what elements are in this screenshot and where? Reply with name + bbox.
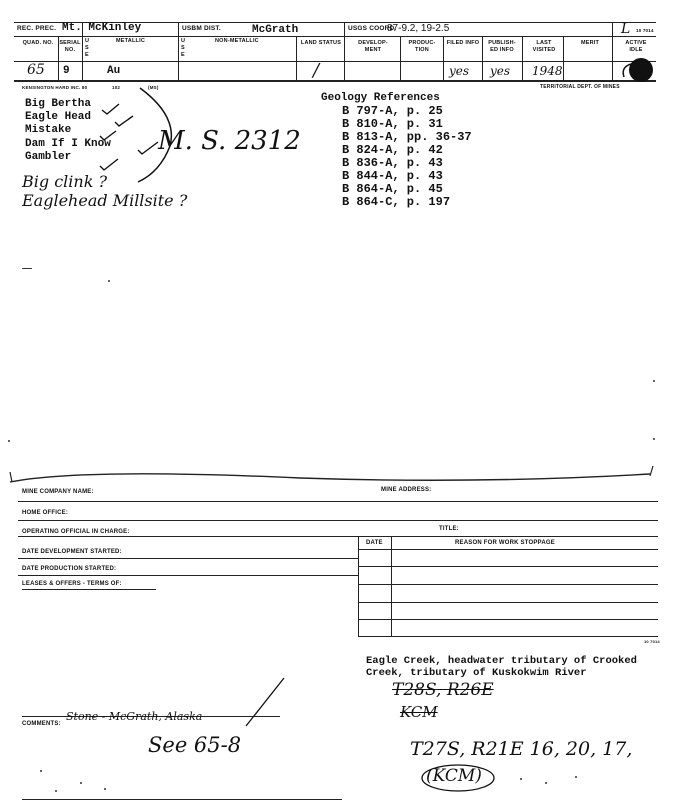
geology-ref: B 810-A, p. 31 (342, 117, 443, 131)
mine-company-label: MINE COMPANY NAME: (22, 489, 94, 495)
col-e-2: E (181, 52, 185, 58)
hand-note-2: Eaglehead Millsite ? (22, 191, 188, 210)
mineral-survey-note: M. S. 2312 (158, 126, 301, 156)
col-s-2: S (181, 45, 185, 51)
rec-prec-value: Mt. McKinley (62, 22, 142, 34)
kcm-crossed: KCM (400, 703, 438, 721)
comment-slash (240, 672, 300, 732)
home-office-label: HOME OFFICE: (22, 510, 69, 516)
stoppage-row (358, 566, 658, 567)
usbm-value: McGrath (252, 24, 299, 36)
prod-started-label: DATE PRODUCTION STARTED: (22, 566, 117, 572)
form-rule (18, 575, 358, 576)
visited-divider (563, 36, 564, 80)
serial-value: 9 (63, 65, 70, 77)
develop-label: DEVELOP- MENT (358, 40, 388, 53)
geology-ref: B 836-A, p. 43 (342, 156, 443, 170)
develop-divider (400, 36, 401, 80)
col-e: E (85, 52, 89, 58)
form-number: 10 7014 (636, 28, 654, 33)
filed-label: FILED INFO (446, 40, 480, 46)
reason-column-label: REASON FOR WORK STOPPAGE (455, 540, 555, 546)
speck (8, 440, 10, 442)
crossed-township: T28S, R26E (392, 680, 494, 700)
production-divider (443, 36, 444, 80)
usbm-label: USBM DIST. (182, 25, 221, 32)
operating-official-label: OPERATING OFFICIAL IN CHARGE: (22, 529, 130, 535)
speck (575, 776, 577, 778)
non-metallic-label: NON-METALLIC (215, 38, 259, 44)
geology-ref: B 824-A, p. 42 (342, 143, 443, 157)
metallic-divider (178, 22, 179, 80)
col-u-2: U (181, 38, 186, 44)
filed-divider (482, 36, 483, 80)
leases-label: LEASES & OFFERS - TERMS OF: (22, 581, 122, 587)
active-mark (606, 55, 656, 85)
location-typed: Eagle Creek, headwater tributary of Crooked Creek, tributary of Kuskokwim River (366, 655, 637, 679)
usgs-label: USGS COORD. (348, 25, 397, 32)
township-note: T27S, R21E 16, 20, 17, (410, 738, 633, 760)
territorial-label: TERRITORIAL DEPT. OF MINES (540, 84, 620, 90)
form-rule (18, 536, 658, 537)
bottom-rule (22, 799, 342, 800)
header-value-rule (14, 61, 656, 62)
rec-prec-label: REC. PREC. (17, 25, 57, 32)
mine-address-label: MINE ADDRESS: (381, 487, 432, 493)
geology-ref: B 797-A, p. 25 (342, 104, 443, 118)
land-status-value: / (313, 60, 320, 81)
claim-item: Big Bertha (25, 98, 92, 110)
published-divider (522, 36, 523, 80)
comments-label: COMMENTS: (22, 721, 61, 727)
geology-title: Geology References (321, 92, 440, 104)
geology-ref: B 864-A, p. 45 (342, 182, 443, 196)
speck (520, 778, 522, 780)
stoppage-date-divider (391, 536, 392, 636)
last-visited-label: LAST VISITED (532, 40, 556, 53)
speck (22, 268, 32, 269)
production-label: PRODUC- TION (408, 40, 436, 53)
stoppage-row (358, 602, 658, 603)
quad-value: 65 (27, 62, 45, 78)
kcm-note: (KCM) (426, 766, 482, 786)
metallic-value: Au (107, 65, 121, 77)
kcm-circle (418, 760, 500, 794)
see-note: See 65-8 (148, 733, 242, 757)
nonmet-divider (296, 36, 297, 80)
land-divider (344, 22, 345, 80)
usgs-value: 87-9.2, 19-2.5 (387, 23, 450, 34)
stoppage-row (358, 584, 658, 585)
speck (80, 782, 82, 784)
speck (545, 782, 547, 784)
leases-underline (22, 589, 156, 590)
speck (104, 788, 106, 790)
header-mid-rule (14, 36, 656, 37)
geology-ref: B 864-C, p. 197 (342, 195, 451, 209)
stoppage-left-border (358, 536, 359, 636)
small-code-2: (MS) (148, 85, 159, 90)
merit-label: MERIT (580, 40, 600, 46)
claim-item: Dam If I Know (25, 138, 111, 150)
stoppage-row (358, 619, 658, 620)
published-label: PUBLISH- ED INFO (488, 40, 516, 53)
hand-note-1: Big clink ? (22, 172, 108, 191)
stoppage-row (358, 636, 658, 637)
serial-label: SERIAL NO. (59, 40, 81, 53)
form-rule (18, 558, 358, 559)
speck (653, 380, 655, 382)
active-idle-label: ACTIVE IDLE (625, 40, 647, 53)
col-u: U (85, 38, 90, 44)
col-s: S (85, 45, 89, 51)
speck (108, 280, 110, 282)
speck (653, 438, 655, 440)
dev-started-label: DATE DEVELOPMENT STARTED: (22, 549, 122, 555)
claim-item: Eagle Head (25, 111, 92, 123)
comments-value: Stone - McGrath, Alaska (66, 710, 203, 723)
claim-item: Mistake (25, 124, 72, 136)
published-value: yes (490, 64, 511, 78)
speck (40, 770, 42, 772)
kensington-label: KENSINGTON HARD INC. 80 (22, 85, 88, 90)
land-status-label: LAND STATUS (300, 40, 342, 46)
form-rule (18, 520, 658, 521)
geology-ref: B 813-A, pp. 36-37 (342, 130, 472, 144)
last-visited-value: 1948 (532, 64, 563, 78)
form-rule (18, 501, 658, 502)
claim-item: Gambler (25, 151, 72, 163)
title-label: TITLE: (439, 526, 459, 532)
filed-value: yes (449, 64, 470, 78)
stoppage-row (358, 549, 658, 550)
date-column-label: DATE (366, 540, 383, 546)
speck (55, 790, 57, 792)
geology-ref: B 844-A, p. 43 (342, 169, 443, 183)
quad-label: QUAD. NO. (22, 40, 54, 46)
form-number-2: 10 7014 (644, 639, 660, 644)
small-code: 102 (112, 85, 121, 90)
metallic-label: METALLIC (116, 38, 145, 44)
form-top-curve (0, 460, 678, 500)
corner-mark: L (621, 21, 631, 37)
